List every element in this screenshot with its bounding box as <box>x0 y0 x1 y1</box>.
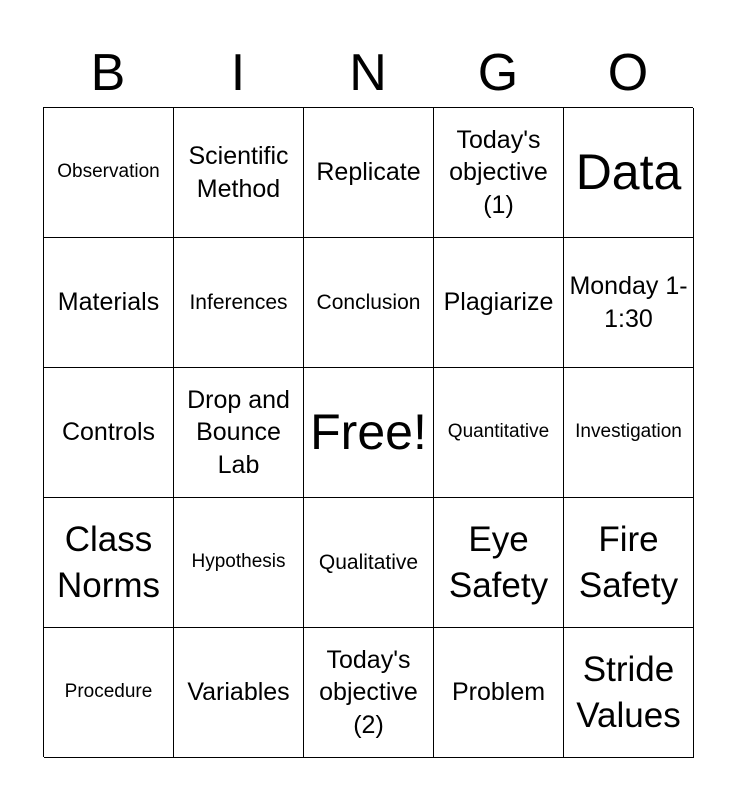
bingo-cell: Conclusion <box>304 238 434 368</box>
bingo-cell: Class Norms <box>44 498 174 628</box>
bingo-cell: Hypothesis <box>174 498 304 628</box>
bingo-cell: Inferences <box>174 238 304 368</box>
bingo-cell: Plagiarize <box>434 238 564 368</box>
header-letter-i: I <box>230 44 246 102</box>
header-letter-o: O <box>607 44 649 102</box>
bingo-cell: Qualitative <box>304 498 434 628</box>
header-letter-g: G <box>477 44 519 102</box>
bingo-header <box>43 40 693 106</box>
bingo-cell: Quantitative <box>434 368 564 498</box>
bingo-cell: Problem <box>434 628 564 758</box>
bingo-cell: Materials <box>44 238 174 368</box>
bingo-cell: Monday 1-1:30 <box>564 238 694 368</box>
bingo-cell: Today's objective (1) <box>434 108 564 238</box>
bingo-cell: Controls <box>44 368 174 498</box>
header-letter-b: B <box>90 44 126 102</box>
bingo-cell: Eye Safety <box>434 498 564 628</box>
bingo-cell: Drop and Bounce Lab <box>174 368 304 498</box>
bingo-cell: Scientific Method <box>174 108 304 238</box>
bingo-cell: Fire Safety <box>564 498 694 628</box>
bingo-cell-free: Free! <box>304 368 434 498</box>
header-letter-n: N <box>349 44 387 102</box>
bingo-card <box>43 107 693 757</box>
bingo-cell: Investigation <box>564 368 694 498</box>
bingo-cell: Procedure <box>44 628 174 758</box>
bingo-cell: Today's objective (2) <box>304 628 434 758</box>
bingo-cell: Observation <box>44 108 174 238</box>
bingo-cell: Variables <box>174 628 304 758</box>
bingo-cell: Replicate <box>304 108 434 238</box>
bingo-cell: Data <box>564 108 694 238</box>
bingo-cell: Stride Values <box>564 628 694 758</box>
